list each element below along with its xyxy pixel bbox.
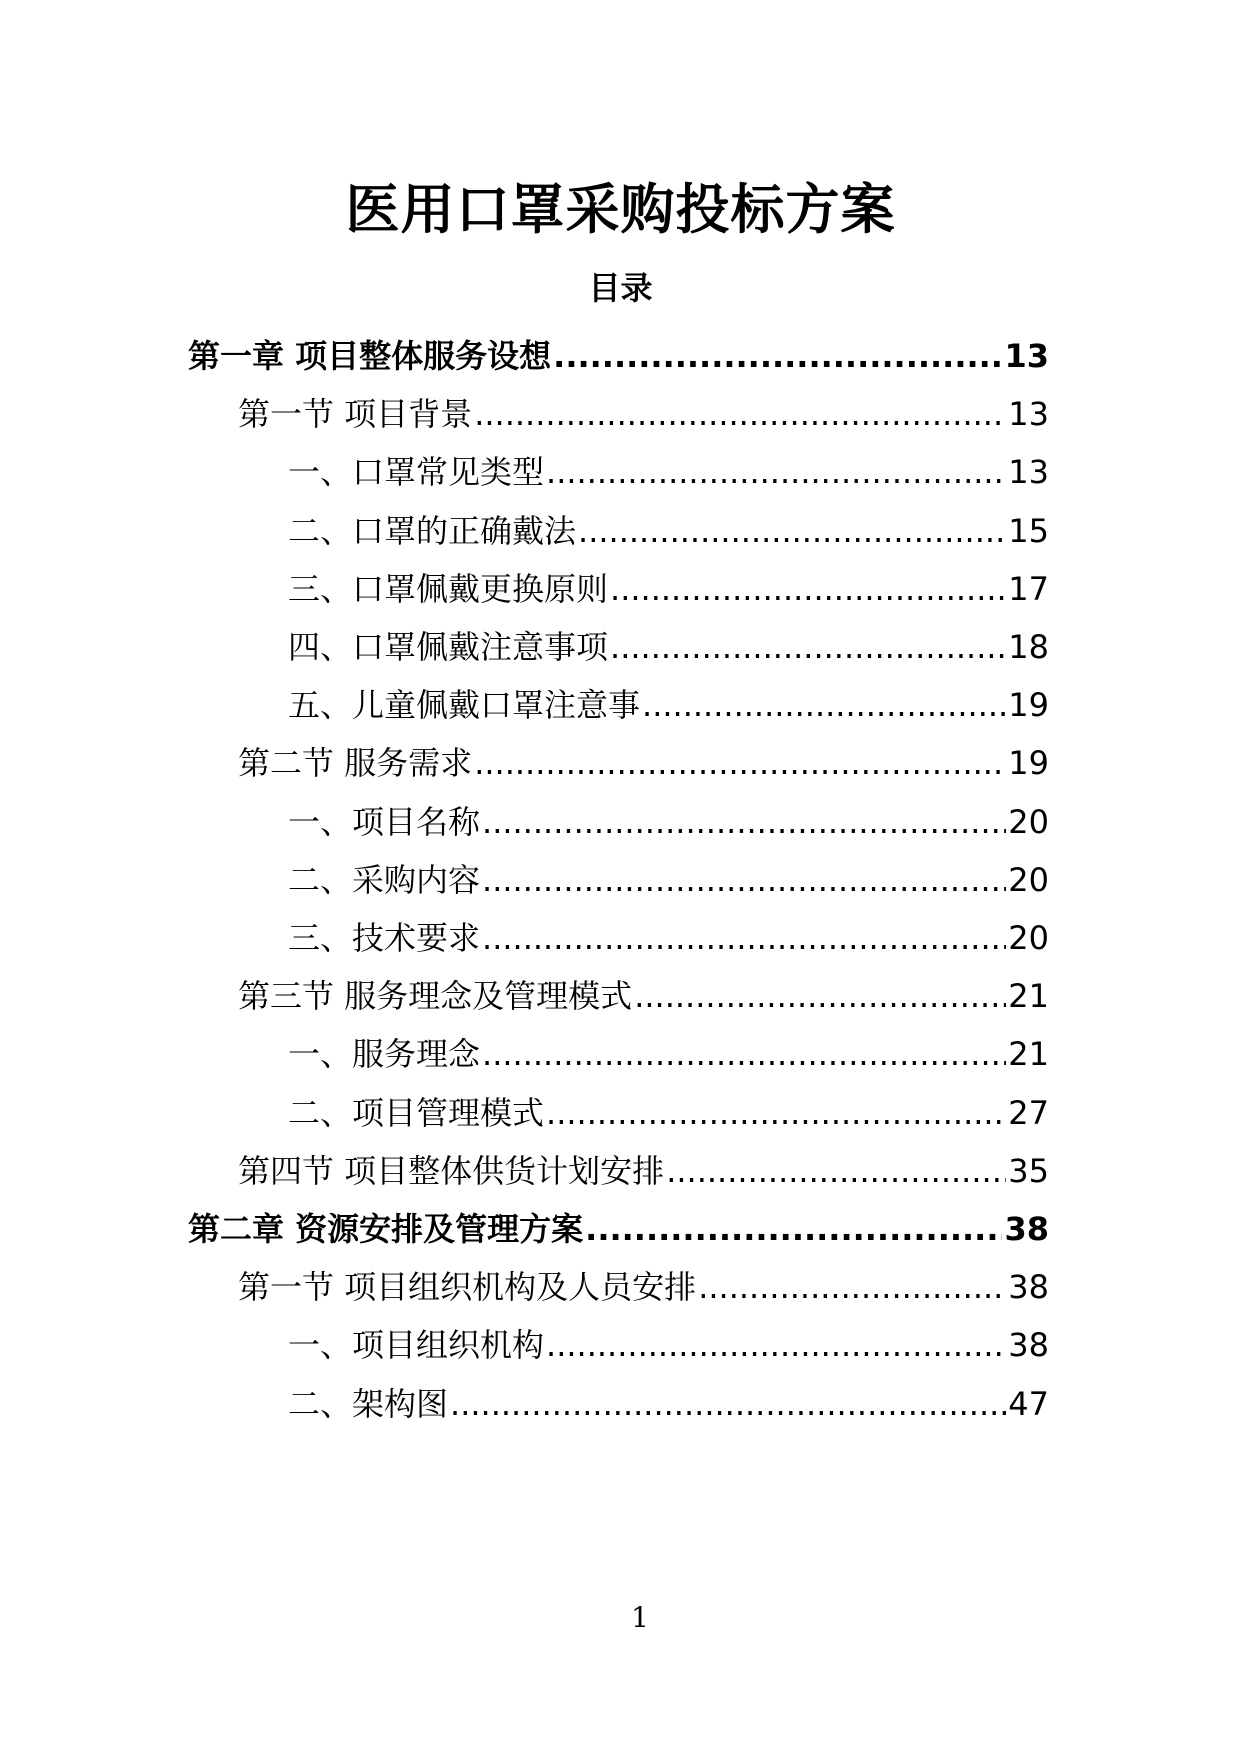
toc-heading: 目录 bbox=[588, 269, 653, 307]
toc-entry-label: 二、口罩的正确戴法 bbox=[288, 512, 577, 550]
toc-subsection-entry[interactable] bbox=[288, 1370, 1049, 1424]
toc-entry-label: 第一章 项目整体服务设想 bbox=[188, 337, 552, 375]
toc-entry-label: 第三节 服务理念及管理模式 bbox=[238, 977, 633, 1015]
toc-entry-label: 四、口罩佩戴注意事项 bbox=[288, 628, 609, 666]
toc-entry-page: 15 bbox=[1008, 512, 1049, 550]
toc-entry-page: 27 bbox=[1008, 1094, 1049, 1132]
toc-subsection-entry[interactable] bbox=[288, 555, 1049, 609]
toc-chapter-entry[interactable] bbox=[188, 1195, 1049, 1249]
toc-entry-label: 二、项目管理模式 bbox=[288, 1094, 545, 1132]
toc-entry-page: 20 bbox=[1008, 803, 1049, 841]
toc-dot-leader bbox=[482, 860, 1006, 900]
toc-dot-leader bbox=[698, 1267, 1006, 1307]
toc-section-entry[interactable] bbox=[238, 1137, 1049, 1191]
toc-dot-leader bbox=[666, 1151, 1006, 1191]
toc-subsection-entry[interactable] bbox=[288, 1079, 1049, 1133]
toc-dot-leader bbox=[546, 452, 1006, 492]
toc-subsection-entry[interactable] bbox=[288, 1020, 1049, 1074]
toc-entry-label: 第二章 资源安排及管理方案 bbox=[188, 1210, 584, 1248]
toc-dot-leader bbox=[585, 1209, 1002, 1249]
toc-section-entry[interactable] bbox=[238, 729, 1049, 783]
toc-chapter-entry[interactable] bbox=[188, 322, 1049, 376]
toc-entry-page: 38 bbox=[1004, 1210, 1049, 1248]
toc-dot-leader bbox=[610, 569, 1006, 609]
toc-entry-label: 一、项目组织机构 bbox=[288, 1326, 545, 1364]
toc-entry-page: 13 bbox=[1004, 337, 1049, 375]
toc-section-entry[interactable] bbox=[238, 380, 1049, 434]
toc-entry-page: 18 bbox=[1008, 628, 1049, 666]
toc-entry-page: 35 bbox=[1008, 1152, 1049, 1190]
toc-entry-label: 二、架构图 bbox=[288, 1385, 449, 1423]
toc-subsection-entry[interactable] bbox=[288, 1311, 1049, 1365]
toc-entry-page: 38 bbox=[1008, 1268, 1049, 1306]
toc-subsection-entry[interactable] bbox=[288, 904, 1049, 958]
toc-subsection-entry[interactable] bbox=[288, 497, 1049, 551]
toc-entry-page: 19 bbox=[1008, 686, 1049, 724]
toc-entry-label: 第一节 项目组织机构及人员安排 bbox=[238, 1268, 697, 1306]
document-title: 医用口罩采购投标方案 bbox=[345, 178, 896, 241]
toc-subsection-entry[interactable] bbox=[288, 613, 1049, 667]
toc-dot-leader bbox=[642, 685, 1006, 725]
toc-entry-page: 17 bbox=[1008, 570, 1049, 608]
toc-dot-leader bbox=[553, 336, 1002, 376]
toc-subsection-entry[interactable] bbox=[288, 671, 1049, 725]
toc-entry-label: 第四节 项目整体供货计划安排 bbox=[238, 1152, 665, 1190]
toc-entry-page: 21 bbox=[1008, 977, 1049, 1015]
toc-entry-page: 13 bbox=[1008, 395, 1049, 433]
toc-subsection-entry[interactable] bbox=[288, 788, 1049, 842]
toc-entry-page: 20 bbox=[1008, 861, 1049, 899]
toc-entry-page: 47 bbox=[1008, 1385, 1049, 1423]
toc-entry-label: 三、技术要求 bbox=[288, 919, 481, 957]
toc-entry-page: 20 bbox=[1008, 919, 1049, 957]
toc-dot-leader bbox=[546, 1325, 1006, 1365]
toc-section-entry[interactable] bbox=[238, 962, 1049, 1016]
toc-dot-leader bbox=[482, 802, 1006, 842]
toc-entry-page: 19 bbox=[1008, 744, 1049, 782]
toc-dot-leader bbox=[474, 394, 1006, 434]
toc-entry-label: 第二节 服务需求 bbox=[238, 744, 473, 782]
toc-entry-label: 三、口罩佩戴更换原则 bbox=[288, 570, 609, 608]
toc-entry-page: 21 bbox=[1008, 1035, 1049, 1073]
toc-entry-page: 13 bbox=[1008, 453, 1049, 491]
toc-entry-label: 五、儿童佩戴口罩注意事 bbox=[288, 686, 641, 724]
toc-entry-label: 一、口罩常见类型 bbox=[288, 453, 545, 491]
toc-dot-leader bbox=[474, 743, 1006, 783]
toc-subsection-entry[interactable] bbox=[288, 846, 1049, 900]
toc-dot-leader bbox=[546, 1093, 1006, 1133]
toc-entry-label: 二、采购内容 bbox=[288, 861, 481, 899]
toc-dot-leader bbox=[450, 1384, 1006, 1424]
toc-subsection-entry[interactable] bbox=[288, 438, 1049, 492]
toc-entry-label: 一、服务理念 bbox=[288, 1035, 481, 1073]
toc-entry-label: 第一节 项目背景 bbox=[238, 395, 473, 433]
toc-dot-leader bbox=[482, 918, 1006, 958]
toc-entry-page: 38 bbox=[1008, 1326, 1049, 1364]
toc-dot-leader bbox=[482, 1034, 1006, 1074]
page-number: 1 bbox=[631, 1601, 649, 1634]
toc-dot-leader bbox=[578, 511, 1006, 551]
toc-dot-leader bbox=[610, 627, 1006, 667]
toc-section-entry[interactable] bbox=[238, 1253, 1049, 1307]
toc-entry-label: 一、项目名称 bbox=[288, 803, 481, 841]
toc-dot-leader bbox=[634, 976, 1006, 1016]
